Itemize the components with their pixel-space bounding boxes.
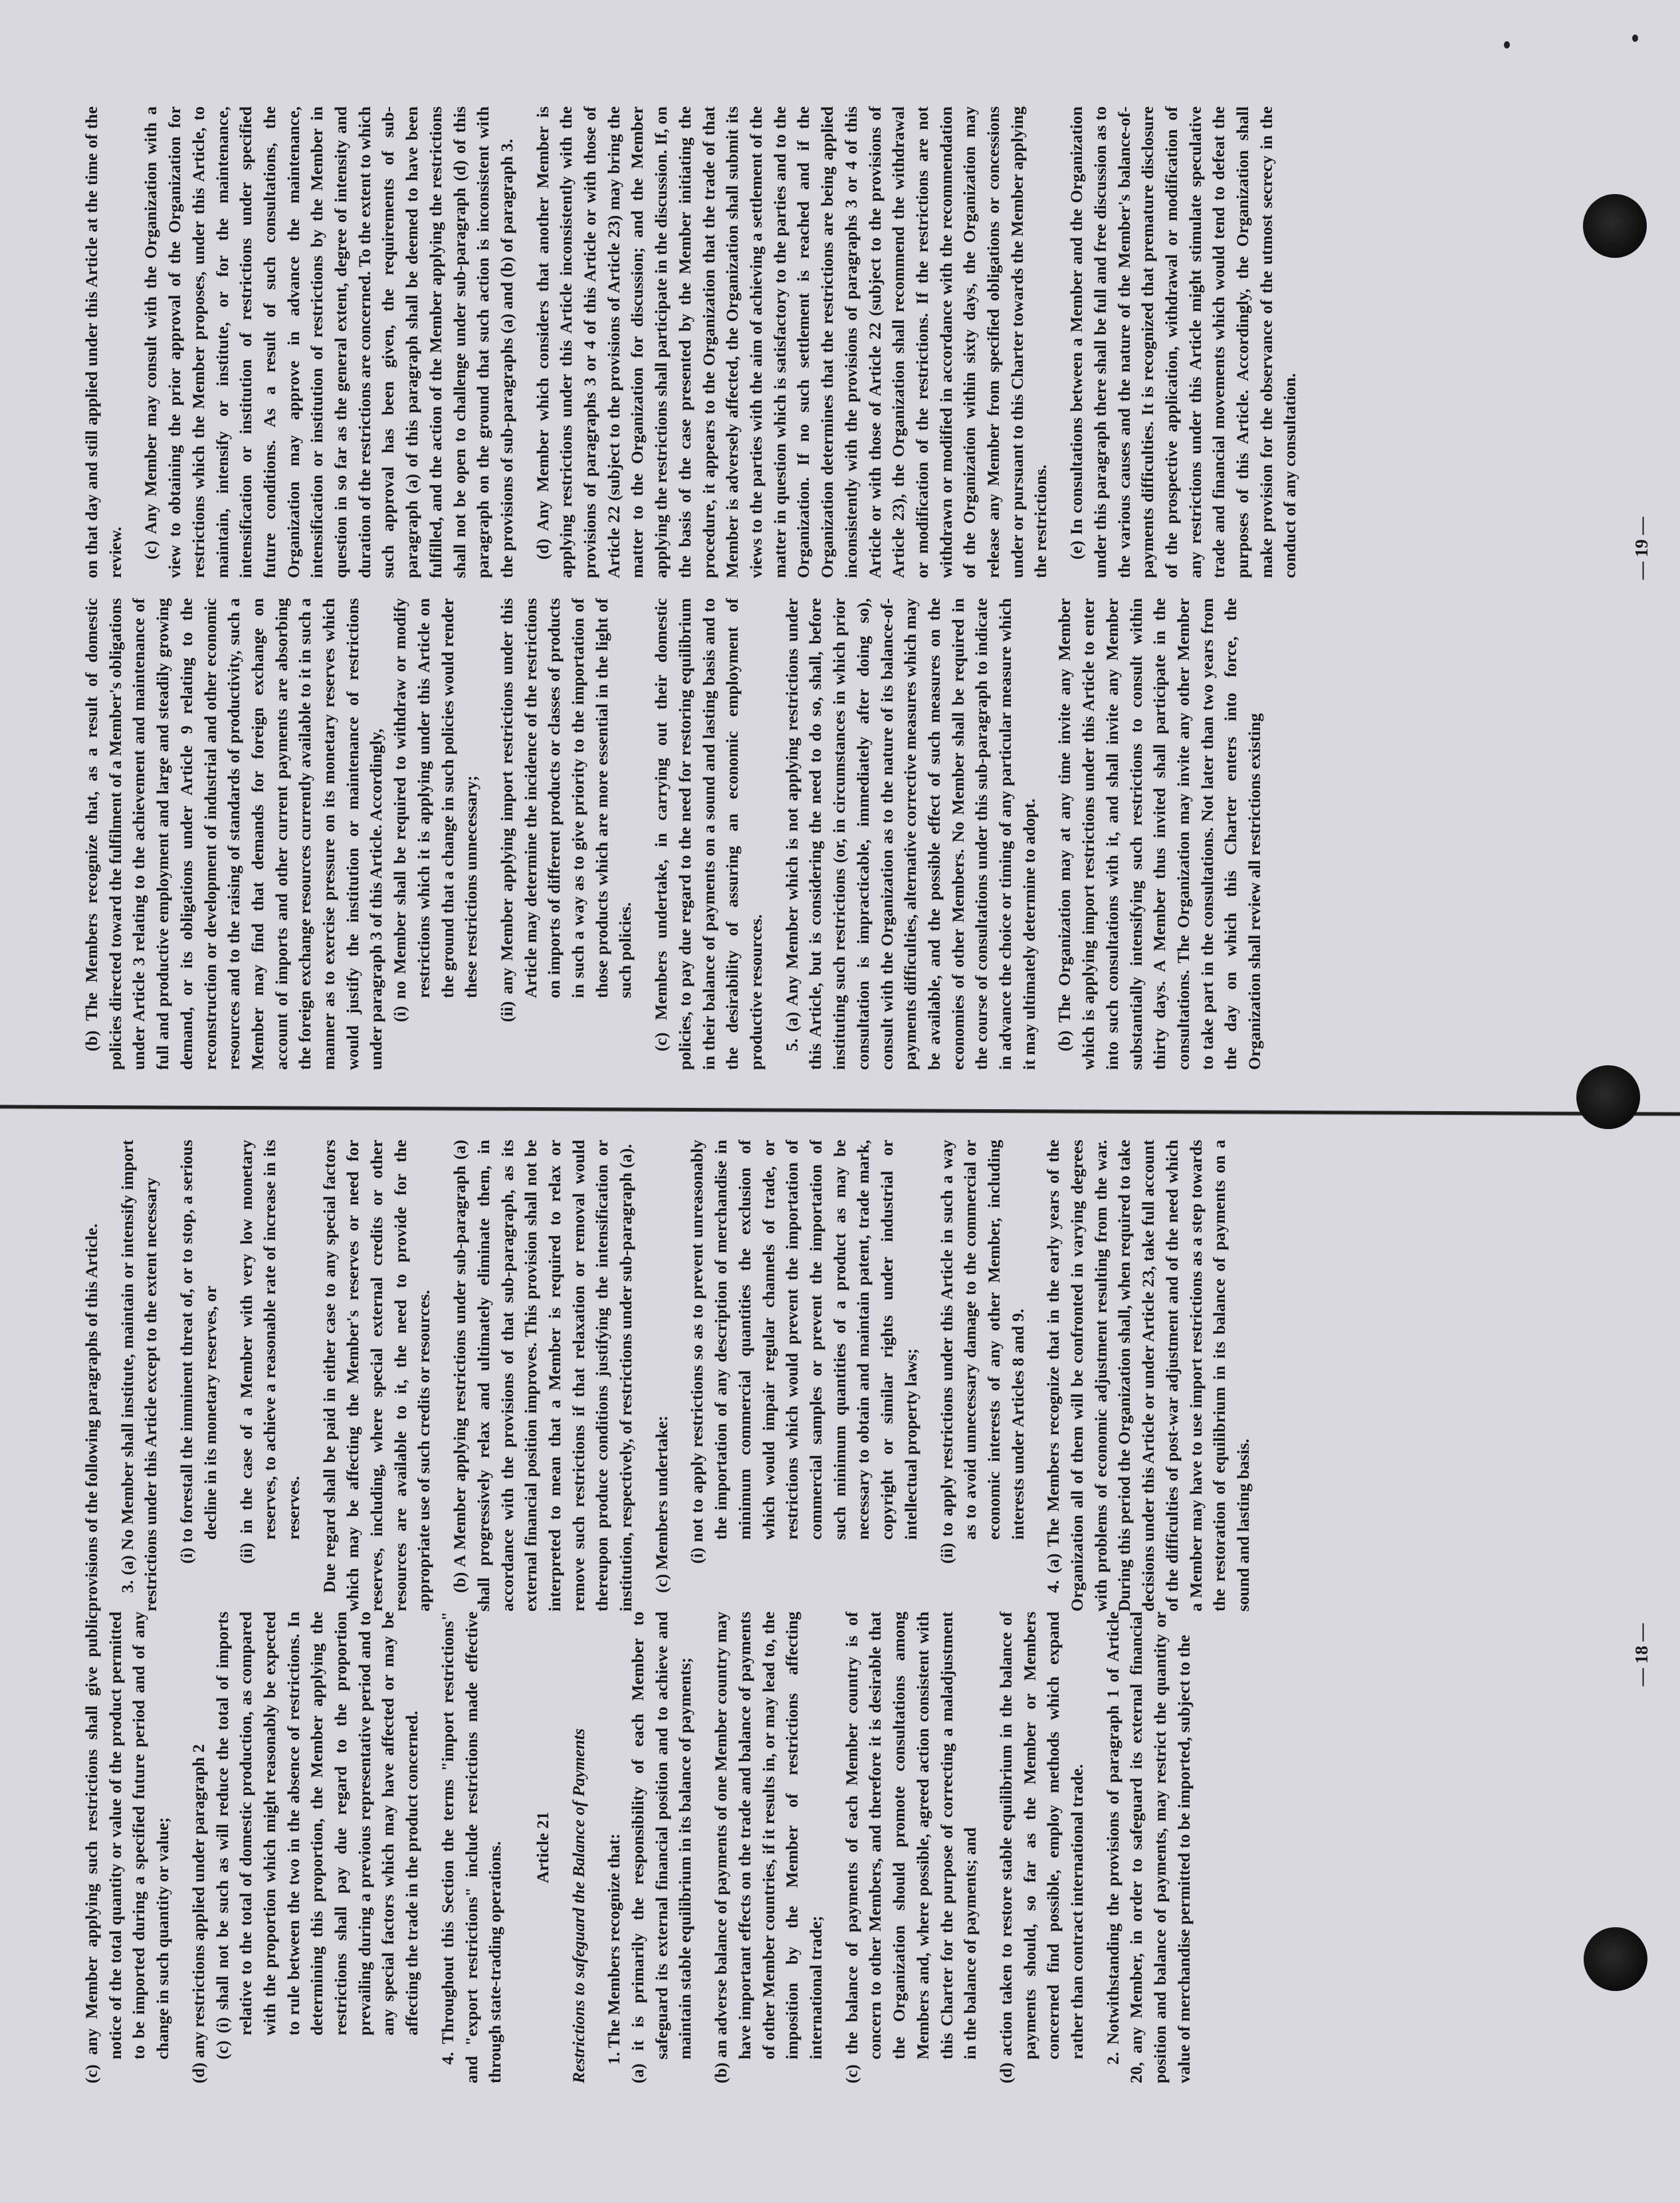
paragraph: (d) any restrictions applied under paragraph 2 bbox=[188, 1744, 208, 2083]
paragraph: (b) The Organization may at any time invite any Member which is applying import restrictions under this Article to enter into such consultations with it, and shall invite any Member substantially intensifying such restrictions to consult within thirty days. A Member thus invited shall participate in the consultations. The Organization may invite any other Member to take part in the consultations. Not later than two years from the day on which this Charter enters into force, the Organization shall review all restrictions existing bbox=[1055, 598, 1265, 1070]
page-19 bbox=[0, 0, 1680, 1097]
page-19-column-left bbox=[80, 598, 1267, 1070]
paragraph: 4. (a) The Members recognize that in the early years of the Organization all of them will be confronted in varying degrees with problems of economic adjustment resulting from the war. During this period the Organization shall, when required to take decisions under this Article or under Article 23, take full account of the difficulties of post-war adjustment and of the need which a Member may have to use import restrictions as a step towards the restoration of equilibrium in its balance of payments on a sound and lasting basis. bbox=[1043, 1140, 1253, 1612]
punch-hole-icon bbox=[1576, 1065, 1640, 1129]
punch-hole-icon bbox=[1584, 1927, 1647, 1991]
paragraph: (c) Any Member may consult with the Organization with a view to obtaining the prior approval of the Organization for restrictions which the Member proposes, under this Article, to maintain, intensify or institute, or for the maintenance, intensification or institution of restrictions under specified future conditions. As a result of such consultations, the Organization may approve in advance the maintenance, intensification or institution of restrictions by the Member in question in so far as the general extent, degree of intensity and duration of the restrictions are concerned. To the extent to which such approval has been given, the requirements of sub-paragraph (a) of this paragraph shall be deemed to have been fulfilled, and the action of the Member applying the restrictions shall not be open to challenge under sub-paragraph (d) of this paragraph on the ground that such action is inconsistent with the provisions of sub-paragraphs (a) and (b) of paragraph 3. bbox=[141, 106, 516, 578]
paragraph: (b) A Member applying restrictions under sub-paragraph (a) shall progressively relax and ultimately eliminate them, in accordance with the provisions of that sub-paragraph, as its external financial position improves. This provision shall not be interpreted to mean that a Member is required to relax or remove such restrictions if that relaxation or removal would thereupon produce conditions justifying the intensification or institution, respectively, of restrictions under sub-paragraph (a). bbox=[450, 1140, 636, 1612]
paragraph: (d) action taken to restore stable equilibrium in the balance of payments should, so far as the Member or Members concerned find possible, employ methods which expand rather than contract international trade. bbox=[996, 1612, 1087, 2083]
section-heading: Restrictions to safeguard the Balance of Payments bbox=[568, 1728, 588, 2083]
paragraph: (c) any Member applying such restrictions shall give public notice of the total quantity or value of the product permitted to be imported during a specified future period and of any change in such quantity or value; bbox=[82, 1612, 173, 2083]
paragraph: (ii) to apply restrictions under this Article in such a way as to avoid unnecessary damage to the commercial or economic interests of any other Member, including interests under Articles 8 and 9. bbox=[936, 1140, 1027, 1564]
page-19-column-right bbox=[80, 106, 1302, 578]
paragraph: (b) The Members recognize that, as a result of domestic policies directed toward the fulfilment of a Member's obligations under Article 3 relating to the achievement and maintenance of full and productive employment and large and steadily growing demand, or its obligations under Article 9 relating to the reconstruction or development of industrial and other economic resources and to the raising of standards of productivity, such a Member may find that demands for foreign exchange on account of imports and other current payments are absorbing the foreign exchange resources currently available to it in such a manner as to exercise pressure on its monetary reserves which would justify the institution or maintenance of restrictions under paragraph 3 of this Article. Accordingly, bbox=[82, 598, 386, 1070]
paragraph: (c) Members undertake: bbox=[651, 1416, 671, 1593]
paragraph: Due regard shall be paid in either case to any special factors which may be affecting the Member's reserves or need for reserves, including, where special external credits or other resources are available to it, the need to provide for the appropriate use of such credits or resources. bbox=[319, 1140, 434, 1612]
paragraph: provisions of the following paragraphs of this Article. bbox=[82, 1223, 101, 1612]
paragraph: 5. (a) Any Member which is not applying restrictions under this Article, but is considering the need to do so, shall, before instituting such restrictions (or, in circumstances in which prior consultation is impracticable, immediately after doing so), consult with the Organization as to the nature of its balance-of-payments difficulties, alternative corrective measures which may be available, and the possible effect of such measures on the economies of other Members. No Member shall be required in the course of consultations under this sub-paragraph to indicate in advance the choice or timing of any particular measure which it may ultimately determine to adopt. bbox=[782, 598, 1039, 1070]
paragraph: (ii) in the case of a Member with very low monetary reserves, to achieve a reasonable rate of increase in its reserves. bbox=[236, 1140, 303, 1564]
paragraph: (i) no Member shall be required to withdraw or modify restrictions which it is applying under this Article on the ground that a change in such policies would render these restrictions unnecessary; bbox=[390, 598, 481, 1022]
paragraph: 1. The Members recognize that: bbox=[604, 1833, 624, 2065]
paragraph: (ii) any Member applying import restrictions under this Article may determine the incidence of the restrictions on imports of different products or classes of products in such a way as to give priority to the importation of those products which are more essential in the light of such policies. bbox=[496, 598, 635, 1022]
page-number: — 18 — bbox=[1631, 1623, 1651, 1687]
paragraph: (b) an adverse balance of payments of one Member country may have important effects on the trade and balance of payments of other Member countries, if it results in, or may lead to, the imposition by the Member of restrictions affecting international trade; bbox=[711, 1612, 825, 2083]
paragraph: (c) the balance of payments of each Member country is of concern to other Members, and therefore it is desirable that the Organization should promote consultations among Members and, where possible, agreed action consistent with this Charter for the purpose of correcting a maladjustment in the balance of payments; and bbox=[841, 1612, 980, 2083]
paragraph: (i) to forestall the imminent threat of, or to stop, a serious decline in its monetary reserves, or bbox=[177, 1140, 220, 1564]
paragraph: on that day and still applied under this Article at the time of the review. bbox=[82, 106, 125, 578]
page-18-column-left bbox=[80, 1612, 1196, 2083]
speck-icon bbox=[1504, 41, 1510, 49]
paragraph: 2. Notwithstanding the provisions of paragraph 1 of Article 20, any Member, in order to safeguard its external financial position and balance of payments, may restrict the quantity or value of merchandise permitted to be imported, subject to the bbox=[1102, 1612, 1194, 2083]
page-number: — 19 — bbox=[1631, 516, 1651, 580]
speck-icon bbox=[1632, 35, 1638, 42]
page-18-column-right bbox=[80, 1140, 1255, 1612]
paragraph: 3. (a) No Member shall institute, maintain or intensify import restrictions under this Article except to the extent necessary bbox=[117, 1140, 161, 1612]
paragraph: (a) it is primarily the responsibility of each Member to safeguard its external financial position and to achieve and maintain stable equilibrium in its balance of payments; bbox=[628, 1612, 695, 2083]
punch-hole-icon bbox=[1583, 194, 1647, 258]
paragraph: (i) not to apply restrictions so as to prevent unreasonably the importation of any description of merchandise in minimum commercial quantities the exclusion of which would impair regular channels of trade, or restrictions which would prevent the importation of commercial samples or prevent the importation of such minimum quantities of a product as may be necessary to obtain and maintain patent, trade mark, copyright or similar rights under industrial or intellectual property laws; bbox=[687, 1140, 920, 1564]
paragraph: (e) In consultations between a Member and the Organization under this paragraph there shall be full and free discussion as to the various causes and the nature of the Member's balance-of-payments difficulties. It is recognized that premature disclosure of the prospective application, withdrawal or modification of any restrictions under this Article might stimulate speculative trade and financial movements which would tend to defeat the purposes of this Article. Accordingly, the Organization shall make provision for the observance of the utmost secrecy in the conduct of any consultation. bbox=[1067, 106, 1300, 578]
page-18 bbox=[0, 1106, 1680, 2203]
paragraph: (c) (i) shall not be such as will reduce the total of imports relative to the total of domestic production, as compared with the proportion which might reasonably be expected to rule between the two in the absence of restrictions. In determining this proportion, the Member applying the restrictions shall pay due regard to the proportion prevailing during a previous representative period and to any special factors which may have affected or may be affecting the trade in the product concerned. bbox=[212, 1612, 422, 2059]
paragraph: (c) Members undertake, in carrying out their domestic policies, to pay due regard to the need for restoring equilibrium in their balance of payments on a sound and lasting basis and to the desirability of assuring an economic employment of productive resources. bbox=[651, 598, 766, 1070]
paragraph: (d) Any Member which considers that another Member is applying restrictions under this Article inconsistently with the provisions of paragraphs 3 or 4 of this Article or with those of Article 22 (subject to the provisions of Article 23) may bring the matter to the Organization for discussion; and the Member applying the restrictions shall participate in the discussion. If, on the basis of the case presented by the Member initiating the procedure, it appears to the Organization that the trade of that Member is adversely affected, the Organization shall submit its views to the parties with the aim of achieving a settlement of the matter in question which is satisfactory to the parties and to the Organization. If no such settlement is reached and if the Organization determines that the restrictions are being applied inconsistently with the provisions of paragraphs 3 or 4 of this Article or with those of Article 22 (subject to the provisions of Article 23), the Organization shall recommend the withdrawal or modification of the restrictions. If the restrictions are not withdrawn or modified in accordance with the recommendation of the Organization within sixty days, the Organization may release any Member from specified obligations or concessions under or pursuant to this Charter towards the Member applying the restrictions. bbox=[532, 106, 1051, 578]
paragraph: 4. Throughout this Section the terms "import restrictions" and "export restrictions" include restrictions made effective through state-trading operations. bbox=[437, 1612, 505, 2083]
article-heading: Article 21 bbox=[532, 1812, 552, 1883]
